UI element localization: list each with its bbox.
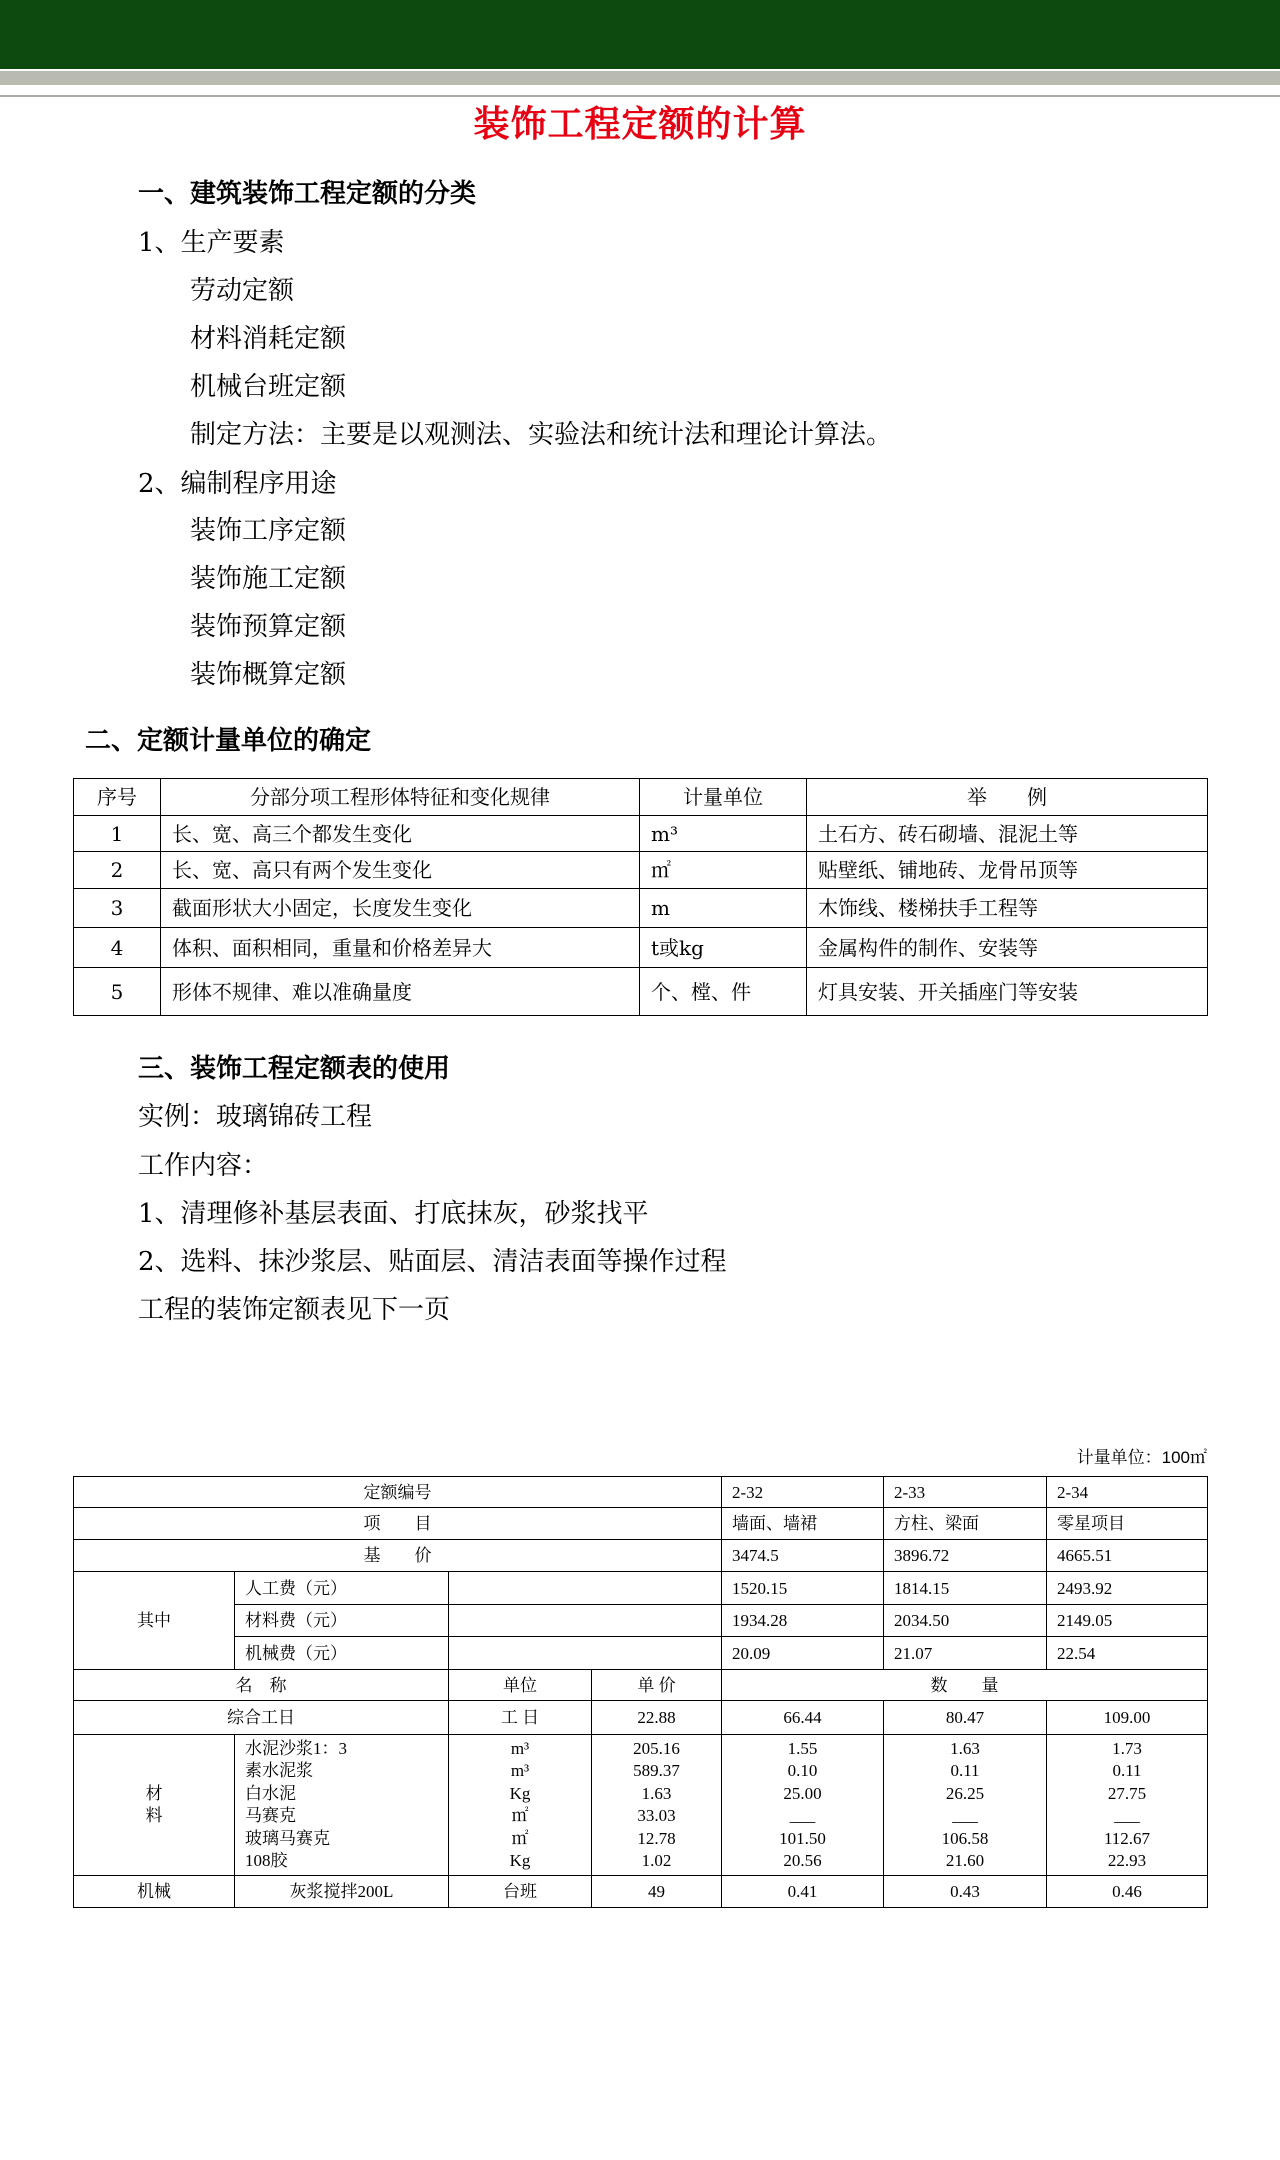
row-example: 灯具安装、开关插座门等安装 — [807, 968, 1208, 1016]
item-label: 项 目 — [74, 1508, 722, 1540]
material-name: 素水泥浆 — [245, 1761, 313, 1780]
cost-value: 1814.15 — [884, 1572, 1047, 1605]
quota-base-price-row — [74, 1540, 1208, 1572]
materials-label-char: 材 — [145, 1783, 163, 1803]
header-feature: 分部分项工程形体特征和变化规律 — [161, 779, 640, 816]
paragraph-line: 工程的装饰定额表见下一页 — [138, 1295, 451, 1325]
list-item: 装饰工序定额 — [190, 516, 347, 546]
cost-row-material — [74, 1605, 1208, 1637]
material-value: 21.60 — [945, 1851, 985, 1870]
section1-heading: 一、建筑装饰工程定额的分类 — [138, 179, 477, 209]
cost-value: 2493.92 — [1047, 1572, 1208, 1605]
materials-label-char: 料 — [145, 1806, 163, 1825]
cost-value: 1934.28 — [722, 1605, 884, 1637]
material-values-2-34 — [1047, 1735, 1208, 1876]
material-values-2-32 — [722, 1735, 884, 1876]
list-item: 装饰概算定额 — [190, 660, 347, 690]
cost-value: 1520.15 — [722, 1572, 884, 1605]
material-value: 27.75 — [1107, 1783, 1147, 1803]
row-unit: 个、樘、件 — [640, 968, 807, 1016]
material-unit: ㎡ — [511, 1806, 529, 1825]
row-unit: t或kg — [640, 928, 807, 968]
base-price-value: 3474.5 — [722, 1540, 884, 1572]
material-value: 22.93 — [1107, 1851, 1147, 1870]
row-index: 3 — [74, 889, 161, 928]
list-item: 材料消耗定额 — [190, 324, 347, 354]
material-price: 1.02 — [641, 1851, 672, 1870]
header-example: 举 例 — [807, 779, 1208, 816]
row-index: 5 — [74, 968, 161, 1016]
header-quantity: 数 量 — [722, 1670, 1208, 1701]
machine-value: 0.43 — [884, 1876, 1047, 1908]
empty-cell — [449, 1637, 722, 1670]
row-example: 木饰线、楼梯扶手工程等 — [807, 889, 1208, 928]
paragraph-line: 1、清理修补基层表面、打底抹灰，砂浆找平 — [138, 1199, 649, 1229]
machine-unit: 台班 — [449, 1876, 592, 1908]
material-unit: Kg — [509, 1851, 531, 1870]
page-title: 装饰工程定额的计算 — [473, 103, 807, 145]
cost-value: 21.07 — [884, 1637, 1047, 1670]
material-value: 0.11 — [1112, 1761, 1142, 1780]
base-price-value: 4665.51 — [1047, 1540, 1208, 1572]
material-value: 20.56 — [783, 1851, 822, 1870]
cost-value: 2149.05 — [1047, 1605, 1208, 1637]
material-price: 205.16 — [633, 1738, 680, 1758]
material-values-2-33 — [884, 1735, 1047, 1876]
row-feature: 体积、面积相同，重量和价格差异大 — [161, 928, 640, 968]
list-item: 劳动定额 — [190, 276, 295, 306]
material-value: 0.11 — [950, 1761, 980, 1780]
material-value: ___ — [789, 1806, 816, 1825]
material-value: 112.67 — [1103, 1828, 1151, 1848]
materials-row — [74, 1735, 1208, 1876]
material-unit: m³ — [510, 1761, 530, 1780]
code-label: 定额编号 — [74, 1477, 722, 1508]
labor-row — [74, 1701, 1208, 1735]
list-item: 装饰施工定额 — [190, 564, 347, 594]
empty-cell — [449, 1572, 722, 1605]
labor-value: 66.44 — [722, 1701, 884, 1735]
row-feature: 长、宽、高三个都发生变化 — [161, 816, 640, 852]
code-value: 2-34 — [1047, 1477, 1208, 1508]
paragraph-line: 2、选料、抹沙浆层、贴面层、清洁表面等操作过程 — [138, 1247, 727, 1277]
row-feature: 形体不规律、难以准确量度 — [161, 968, 640, 1016]
labor-value: 80.47 — [884, 1701, 1047, 1735]
material-value: 1.63 — [950, 1738, 980, 1758]
row-example: 金属构件的制作、安装等 — [807, 928, 1208, 968]
paragraph-line: 工作内容： — [138, 1151, 269, 1181]
row-index: 1 — [74, 816, 161, 852]
material-units — [449, 1735, 592, 1876]
material-name: 玻璃马赛克 — [245, 1828, 330, 1848]
item-value: 方柱、梁面 — [884, 1508, 1047, 1540]
row-index: 2 — [74, 852, 161, 889]
header-stripe — [0, 71, 1280, 85]
base-price-value: 3896.72 — [884, 1540, 1047, 1572]
row-unit: m³ — [640, 816, 807, 852]
column-header-row — [74, 1670, 1208, 1701]
machine-name: 灰浆搅拌200L — [235, 1876, 449, 1908]
cost-label: 材料费（元） — [235, 1605, 449, 1637]
section3-heading: 三、装饰工程定额表的使用 — [138, 1054, 451, 1084]
material-names — [235, 1735, 449, 1876]
material-value: 25.00 — [783, 1783, 822, 1803]
material-value: 0.10 — [787, 1761, 818, 1780]
machine-value: 0.41 — [722, 1876, 884, 1908]
code-value: 2-33 — [884, 1477, 1047, 1508]
base-price-label: 基 价 — [74, 1540, 722, 1572]
header-price: 单 价 — [592, 1670, 722, 1701]
quota-table — [73, 1476, 1208, 1908]
labor-price: 22.88 — [592, 1701, 722, 1735]
header-banner — [0, 0, 1280, 69]
row-example: 贴壁纸、铺地砖、龙骨吊顶等 — [807, 852, 1208, 889]
table-row — [74, 928, 1208, 968]
list-item: 机械台班定额 — [190, 372, 347, 402]
material-value: 106.58 — [941, 1828, 989, 1848]
material-price: 1.63 — [641, 1783, 672, 1803]
table-row — [74, 852, 1208, 889]
machine-row — [74, 1876, 1208, 1908]
material-value: 26.25 — [945, 1783, 985, 1803]
material-unit: Kg — [509, 1783, 531, 1803]
table-header-row — [74, 779, 1208, 816]
material-name: 水泥沙浆1：3 — [245, 1738, 347, 1758]
material-prices — [592, 1735, 722, 1876]
header-unit: 计量单位 — [640, 779, 807, 816]
cost-value: 2034.50 — [884, 1605, 1047, 1637]
material-value: 1.73 — [1112, 1738, 1142, 1758]
cost-row-machine — [74, 1637, 1208, 1670]
code-value: 2-32 — [722, 1477, 884, 1508]
machine-price: 49 — [592, 1876, 722, 1908]
cost-row-labor — [74, 1572, 1208, 1605]
section1-group1-label: 1、生产要素 — [138, 228, 285, 258]
row-unit: ㎡ — [640, 852, 807, 889]
list-item: 装饰预算定额 — [190, 612, 347, 642]
section2-heading: 二、定额计量单位的确定 — [85, 726, 372, 756]
list-item: 制定方法：主要是以观测法、实验法和统计法和理论计算法。 — [190, 420, 893, 450]
material-name: 108胶 — [245, 1851, 288, 1870]
material-value: 101.50 — [779, 1828, 826, 1848]
measurement-unit-note: 计量单位：100㎡ — [1076, 1448, 1207, 1467]
labor-unit: 工 日 — [449, 1701, 592, 1735]
material-price: 12.78 — [637, 1828, 676, 1848]
material-value: ___ — [952, 1806, 978, 1825]
empty-cell — [449, 1605, 722, 1637]
item-value: 零星项目 — [1047, 1508, 1208, 1540]
header-unit: 单位 — [449, 1670, 592, 1701]
row-index: 4 — [74, 928, 161, 968]
material-unit: m³ — [510, 1738, 530, 1758]
quota-code-row — [74, 1477, 1208, 1508]
cost-value: 20.09 — [722, 1637, 884, 1670]
row-example: 土石方、砖石砌墙、混泥土等 — [807, 816, 1208, 852]
unit-determination-table — [73, 778, 1208, 1016]
table-row — [74, 889, 1208, 928]
material-price: 589.37 — [633, 1761, 680, 1780]
cost-value: 22.54 — [1047, 1637, 1208, 1670]
machine-label: 机械 — [74, 1876, 235, 1908]
material-value: 1.55 — [787, 1738, 818, 1758]
table-row — [74, 816, 1208, 852]
header-divider — [0, 95, 1280, 97]
material-price: 33.03 — [637, 1806, 676, 1825]
row-feature: 截面形状大小固定，长度发生变化 — [161, 889, 640, 928]
material-unit: ㎡ — [511, 1828, 529, 1848]
material-name: 马赛克 — [245, 1806, 296, 1825]
cost-label: 人工费（元） — [235, 1572, 449, 1605]
paragraph-line: 实例：玻璃锦砖工程 — [138, 1102, 373, 1132]
labor-name: 综合工日 — [74, 1701, 449, 1735]
of-which-label: 其中 — [74, 1572, 235, 1670]
materials-label — [74, 1735, 235, 1876]
header-index: 序号 — [74, 779, 161, 816]
quota-item-row — [74, 1508, 1208, 1540]
section1-group2-label: 2、编制程序用途 — [138, 469, 337, 499]
machine-value: 0.46 — [1047, 1876, 1208, 1908]
row-unit: m — [640, 889, 807, 928]
row-feature: 长、宽、高只有两个发生变化 — [161, 852, 640, 889]
material-name: 白水泥 — [245, 1783, 296, 1803]
material-value: ___ — [1114, 1806, 1140, 1825]
labor-value: 109.00 — [1047, 1701, 1208, 1735]
header-name: 名 称 — [74, 1670, 449, 1701]
cost-label: 机械费（元） — [235, 1637, 449, 1670]
table-row — [74, 968, 1208, 1016]
item-value: 墙面、墙裙 — [722, 1508, 884, 1540]
